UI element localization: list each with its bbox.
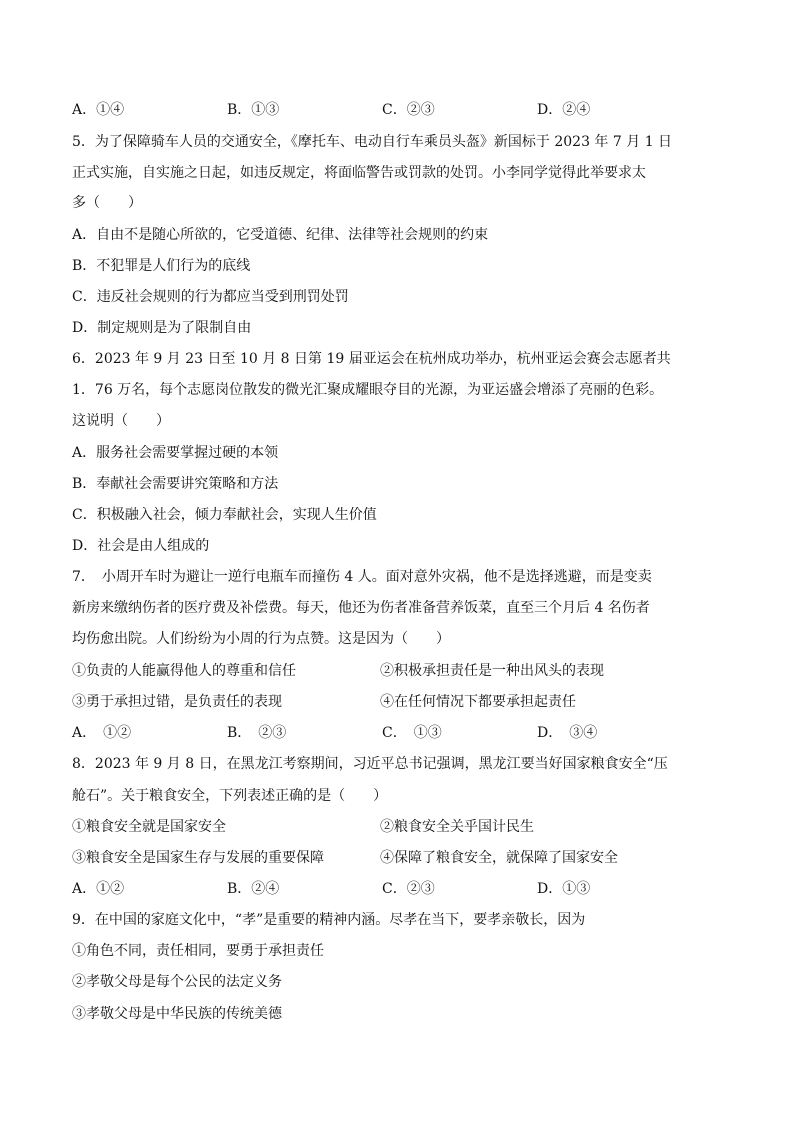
option-b: B．①③ xyxy=(227,102,280,118)
q7-statement-4: ④在任何情况下都要承担起责任 xyxy=(380,694,576,710)
option-b: B．②④ xyxy=(227,881,280,897)
q7-statement-2: ②积极承担责任是一种出风头的表现 xyxy=(380,663,604,679)
q9-statement-3: ③孝敬父母是中华民族的传统美德 xyxy=(72,1006,282,1022)
q8-stem-line-2: 舱石”。关于粮食安全，下列表述正确的是（ ） xyxy=(72,788,388,804)
q8-statement-3: ③粮食安全是国家生存与发展的重要保障 xyxy=(72,850,324,866)
q7-options xyxy=(72,723,712,743)
q6-stem-line-2: 1．76 万名，每个志愿岗位散发的微光汇聚成耀眼夺目的光源，为亚运盛会增添了亮丽的色彩。 xyxy=(72,382,664,398)
q7-stem-line-2: 新房来缴纳伤者的医疗费及补偿费。每天，他还为伤者准备营养饭菜，直至三个月后 4 名伤者 xyxy=(72,600,650,616)
q5-option-d: D．制定规则是为了限制自由 xyxy=(72,320,252,336)
q8-statement-1: ①粮食安全就是国家安全 xyxy=(72,819,226,835)
q8-stem-line-1: 8．2023 年 9 月 8 日，在黑龙江考察期间，习近平总书记强调，黑龙江要当好国家粮食安全“压 xyxy=(72,756,668,772)
q7-stem-line-3: 均伤愈出院。人们纷纷为小周的行为点赞。这是因为（ ） xyxy=(72,631,450,647)
q8-statements-row-2 xyxy=(72,848,712,868)
q6-option-b: B．奉献社会需要讲究策略和方法 xyxy=(72,476,279,492)
option-c: C．②③ xyxy=(382,881,435,897)
q8-statements-row-1 xyxy=(72,817,712,837)
q7-statement-1: ①负责的人能赢得他人的尊重和信任 xyxy=(72,663,296,679)
option-c: C． ①③ xyxy=(382,725,442,741)
q8-options xyxy=(72,879,712,899)
q5-stem-line-2: 正式实施，自实施之日起，如违反规定，将面临警告或罚款的处罚。小李同学觉得此举要求太 xyxy=(72,165,646,181)
option-d: D．②④ xyxy=(537,102,591,118)
q7-statements-row-2 xyxy=(72,692,712,712)
q6-option-c: C．积极融入社会，倾力奉献社会，实现人生价值 xyxy=(72,507,377,523)
option-a: A．①④ xyxy=(72,102,125,118)
q8-statement-4: ④保障了粮食安全，就保障了国家安全 xyxy=(380,850,618,866)
q5-option-c: C．违反社会规则的行为都应当受到刑罚处罚 xyxy=(72,289,349,305)
q5-stem-line-1: 5．为了保障骑车人员的交通安全，《摩托车、电动自行车乘员头盔》新国标于 2023 年 7 月 1 日 xyxy=(72,134,673,150)
q6-stem-line-1: 6．2023 年 9 月 23 日至 10 月 8 日第 19 届亚运会在杭州成功举办，杭州亚运会赛会志愿者共 xyxy=(72,351,671,367)
q6-option-a: A．服务社会需要掌握过硬的本领 xyxy=(72,445,279,461)
option-d: D． ③④ xyxy=(537,725,598,741)
q8-statement-2: ②粮食安全关乎国计民生 xyxy=(380,819,534,835)
q6-option-d: D．社会是由人组成的 xyxy=(72,538,210,554)
q5-option-a: A．自由不是随心所欲的，它受道德、纪律、法律等社会规则的约束 xyxy=(72,227,489,243)
q5-stem-line-3: 多（ ） xyxy=(72,195,142,211)
q7-statements-row-1 xyxy=(72,661,712,681)
q4-options xyxy=(72,100,712,120)
option-b: B． ②③ xyxy=(227,725,287,741)
q7-statement-3: ③勇于承担过错，是负责任的表现 xyxy=(72,694,282,710)
q9-stem-line-1: 9．在中国的家庭文化中，“孝”是重要的精神内涵。尽孝在当下，要孝亲敬长，因为 xyxy=(72,912,586,928)
q5-option-b: B．不犯罪是人们行为的底线 xyxy=(72,258,251,274)
q7-stem-line-1: 7． 小周开车时为避让一逆行电瓶车而撞伤 4 人。面对意外灾祸，他不是选择逃避，而是变卖 xyxy=(72,569,652,585)
q9-statement-2: ②孝敬父母是每个公民的法定义务 xyxy=(72,974,282,990)
option-c: C．②③ xyxy=(382,102,435,118)
option-a: A．①② xyxy=(72,881,125,897)
q9-statement-1: ①角色不同，责任相同，要勇于承担责任 xyxy=(72,943,324,959)
option-d: D．①③ xyxy=(537,881,591,897)
q6-stem-line-3: 这说明（ ） xyxy=(72,413,170,429)
option-a: A． ①② xyxy=(72,725,132,741)
